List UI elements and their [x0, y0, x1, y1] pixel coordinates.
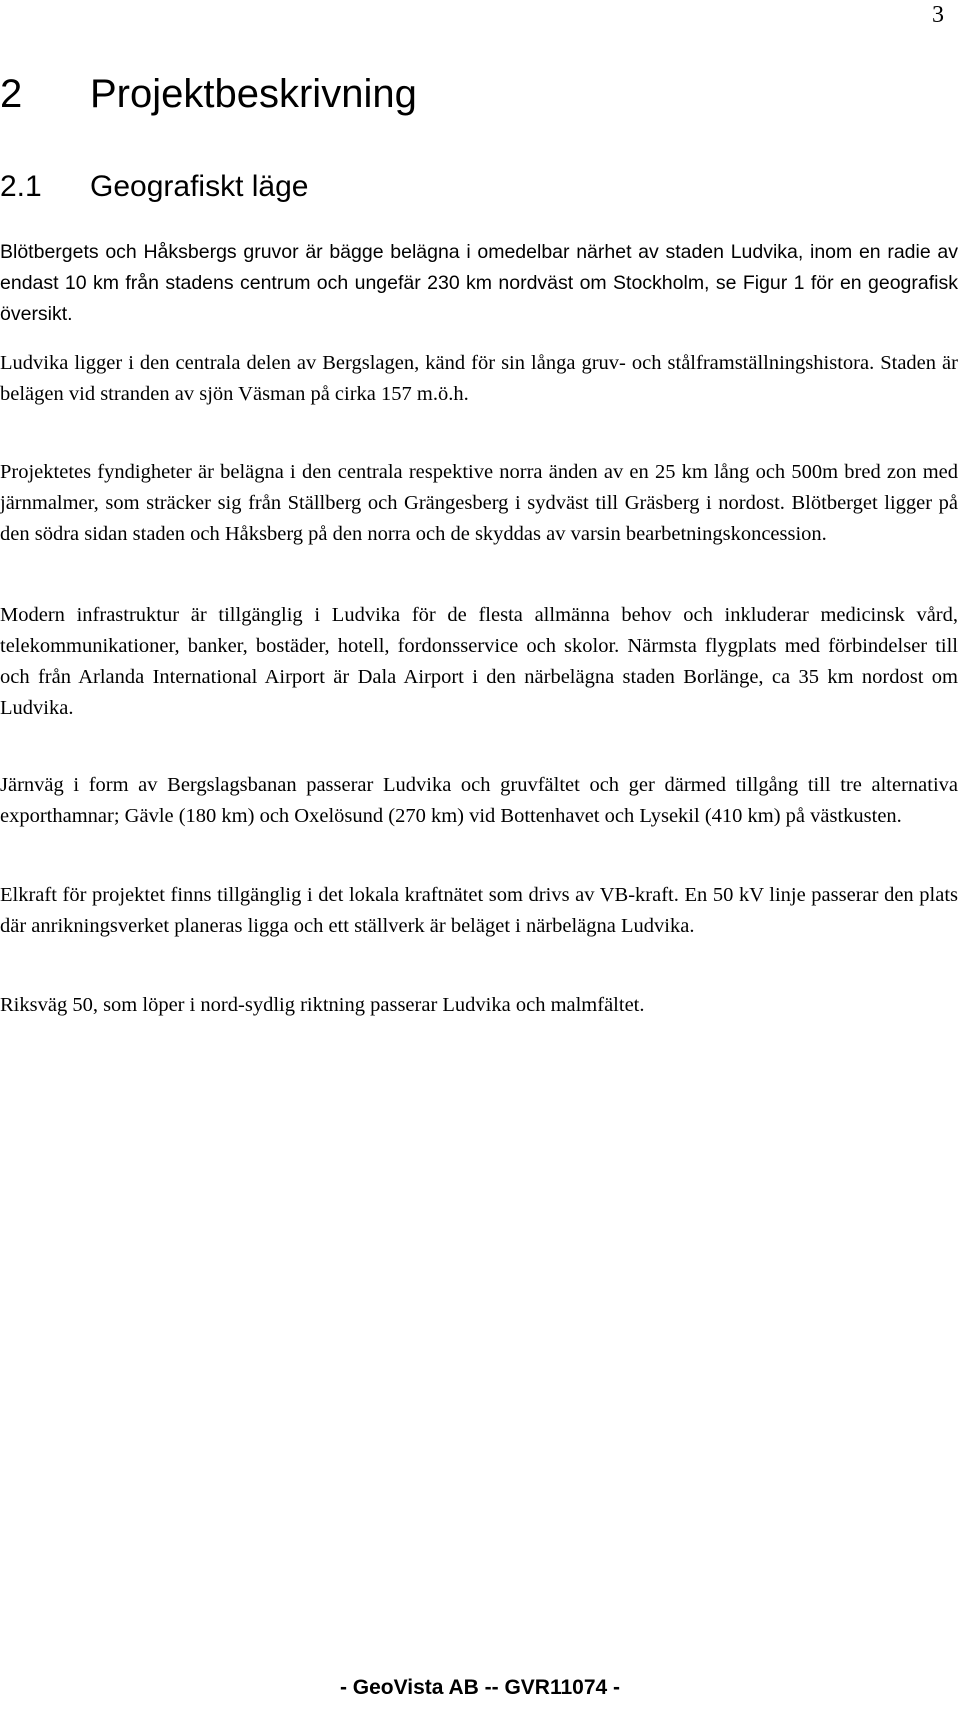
- paragraph-infrastructure: Modern infrastruktur är tillgänglig i Ludvika för de flesta allmänna behov och inkluderar medicinsk vård, telekommunikationer, banker, bostäder, hotell, fordonsservice och skolor. Närmsta flygplats med förbindelser till och från Arlanda International Airport är Dala Airport i den närbelägna staden Borlänge, ca 35 km nordost om Ludvika.: [0, 604, 958, 719]
- paragraph-power: Elkraft för projektet finns tillgänglig i det lokala kraftnätet som drivs av VB-kraft. En 50 kV linje passerar den plats där anrikningsverket planeras ligga och ett ställverk är beläget i närbelägna Ludvika.: [0, 884, 958, 937]
- paragraph-deposits: Projektetes fyndigheter är belägna i den centrala respektive norra änden av en 25 km lång och 500m bred zon med järnmalmer, som sträcker sig från Ställberg och Grängesberg i sydväst till Gräsberg i nordost. Blötberget ligger på den södra sidan staden och Håksberg på den norra och de skyddas av varsin bearbetningskoncession.: [0, 461, 958, 545]
- subsection-number: 2.1: [0, 170, 42, 203]
- section-title: Projektbeskrivning: [90, 72, 417, 116]
- subsection-title: Geografiskt läge: [90, 170, 309, 203]
- paragraph-location: Blötbergets och Håksbergs gruvor är bägge belägna i omedelbar närhet av staden Ludvika, inom en radie av endast 10 km från stadens centrum och ungefär 230 km nordväst om Stockholm, se Figur 1 för en geografisk översikt.: [0, 241, 958, 325]
- subsection-heading: [0, 170, 308, 204]
- paragraph-railway: Järnväg i form av Bergslagsbanan passerar Ludvika och gruvfältet och ger därmed tillgång till tre alternativa exporthamnar; Gävle (180 km) och Oxelösund (270 km) vid Bottenhavet och Lysekil (410 km) på västkusten.: [0, 774, 958, 827]
- section-number: 2: [0, 72, 23, 116]
- page-footer: - GeoVista AB -- GVR11074 -: [339, 1676, 621, 1699]
- page-number: 3: [932, 2, 944, 28]
- paragraph-road: Riksväg 50, som löper i nord-sydlig riktning passerar Ludvika och malmfältet.: [0, 994, 645, 1016]
- section-heading: [0, 72, 417, 117]
- paragraph-bergslagen: Ludvika ligger i den centrala delen av Bergslagen, känd för sin långa gruv- och stålframställningshistora. Staden är belägen vid stranden av sjön Väsman på cirka 157 m.ö.h.: [0, 352, 958, 405]
